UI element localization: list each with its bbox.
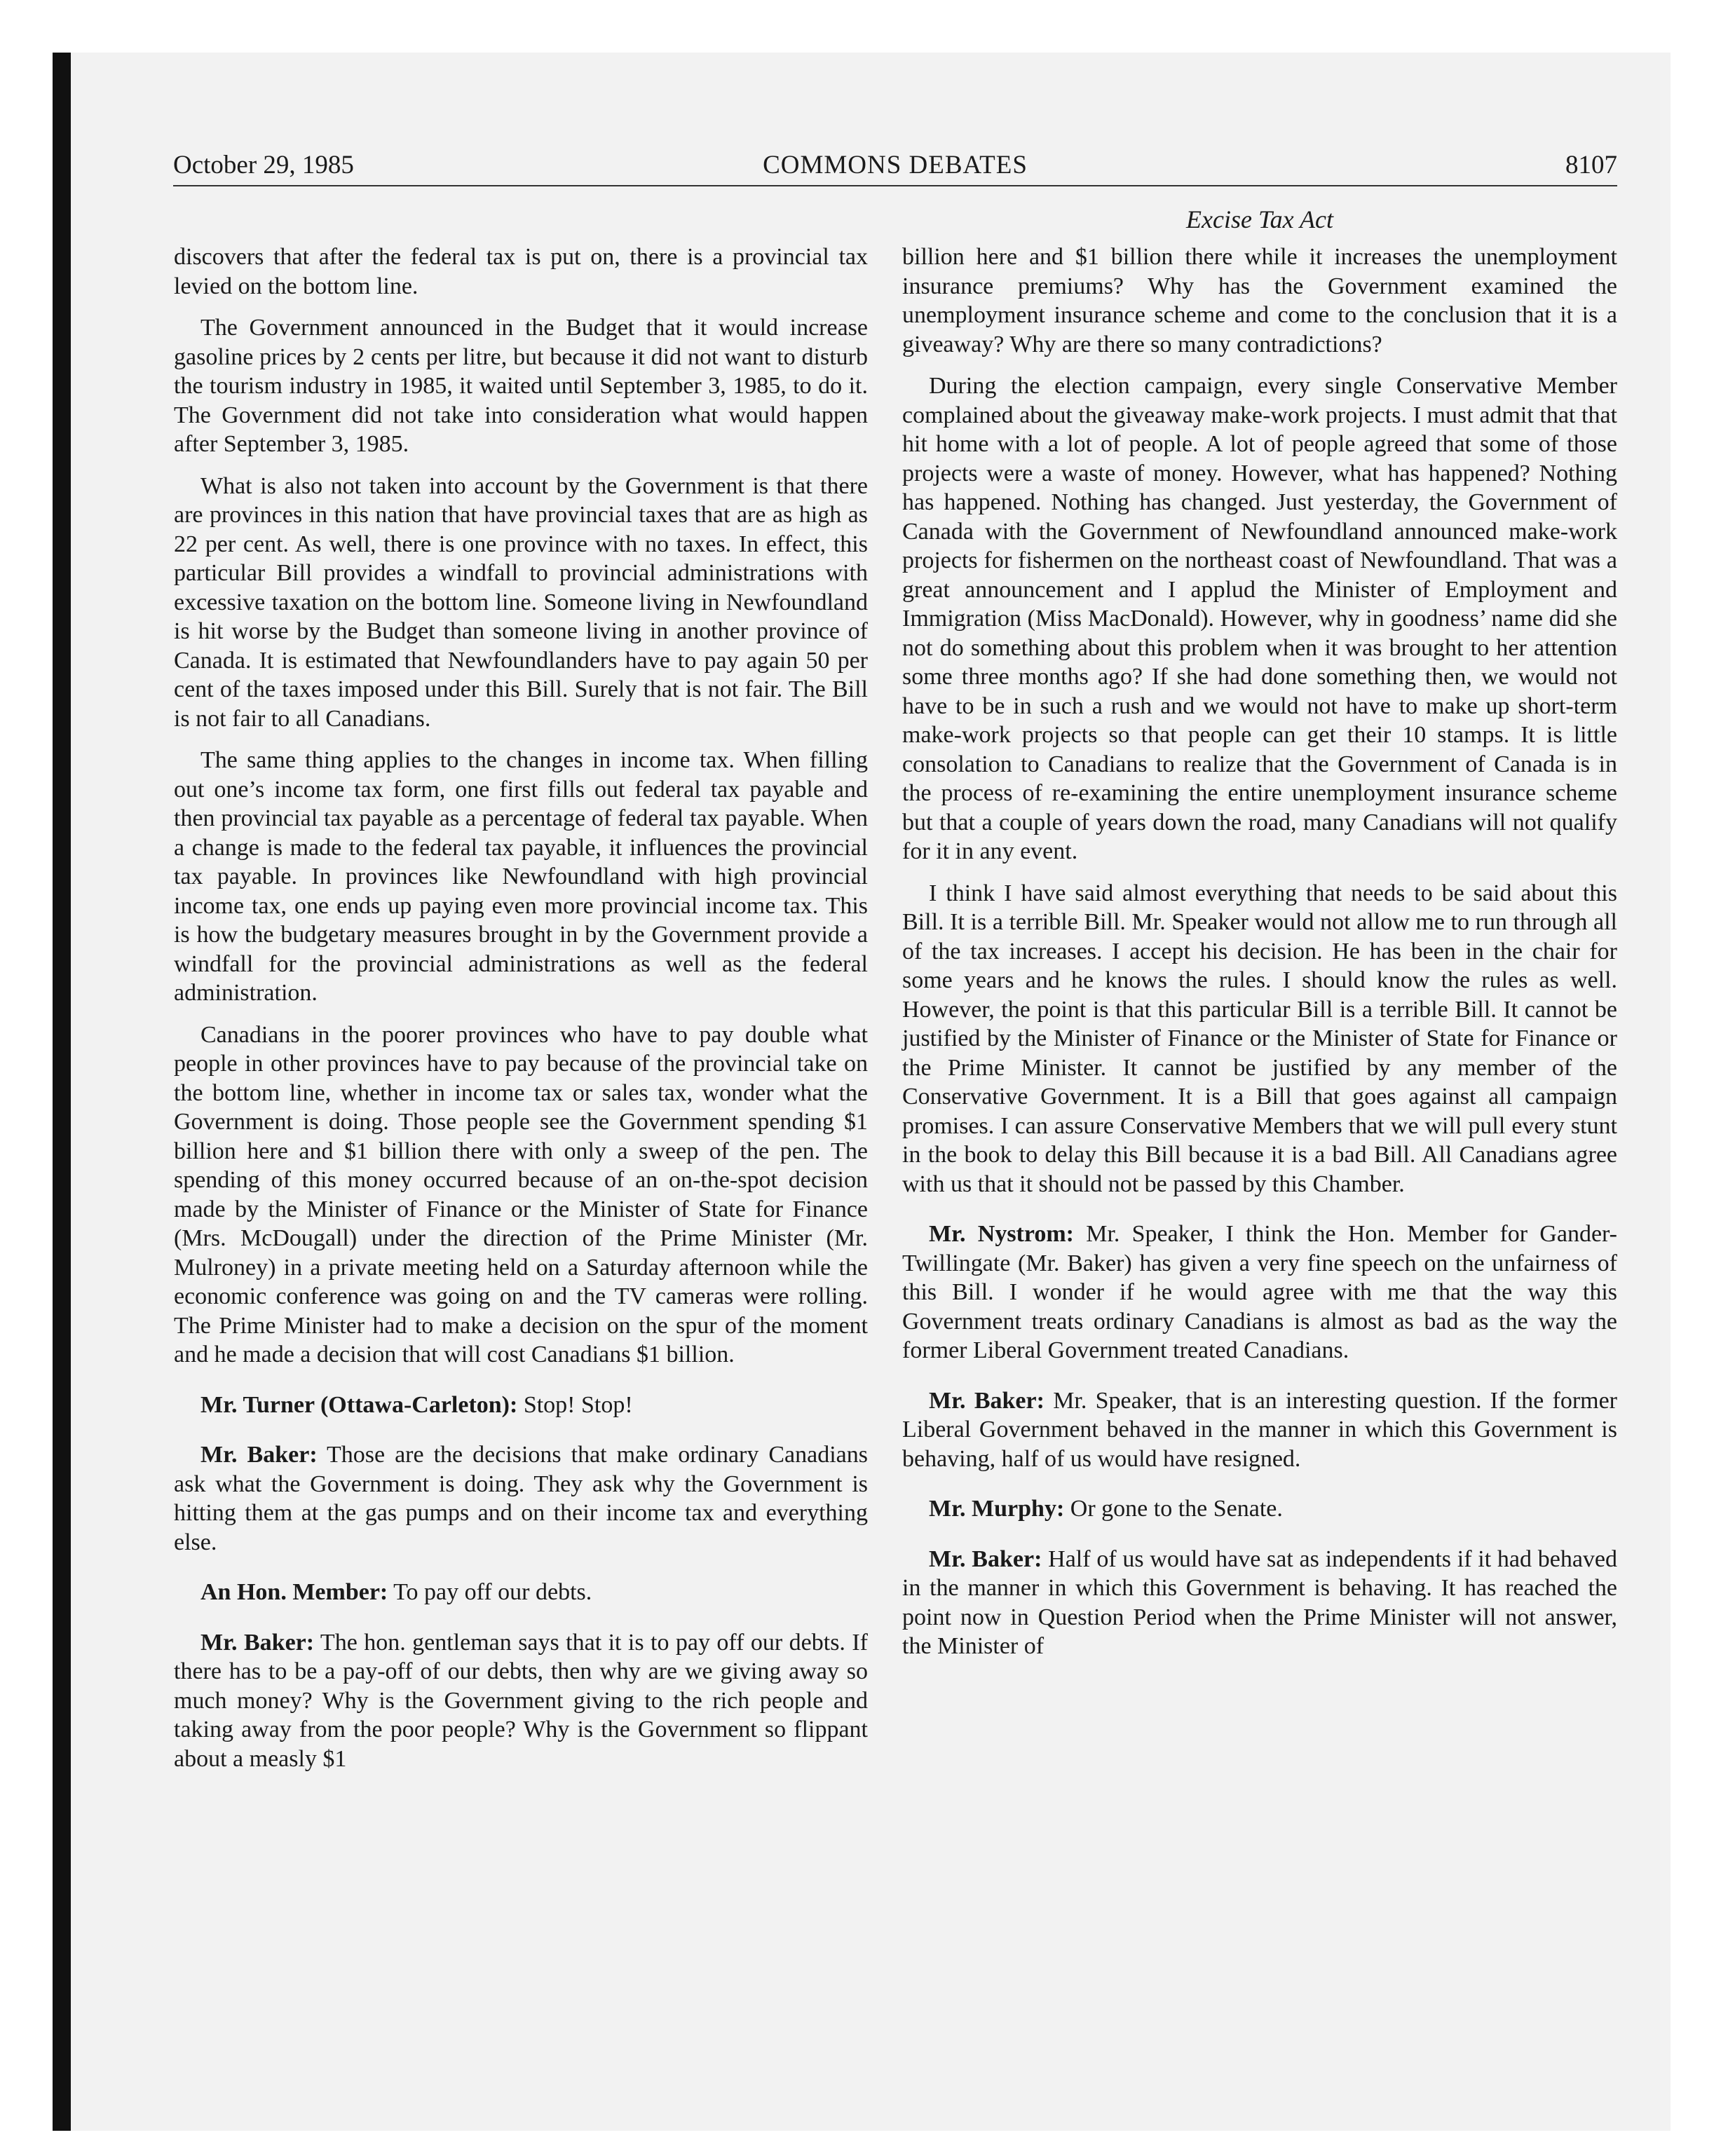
speaker-name: Mr. Turner (Ottawa-Carleton): — [200, 1391, 518, 1418]
body-paragraph — [902, 879, 1617, 1199]
right-text-column — [902, 243, 1617, 1677]
speech-paragraph — [174, 1628, 868, 1774]
scan-binding-edge — [53, 53, 71, 2131]
speaker-name: Mr. Nystrom: — [929, 1221, 1074, 1247]
header-page-number: 8107 — [1565, 151, 1617, 179]
paragraph-text: Canadians in the poorer provinces who have to pay double what people in other provinces have to pay because of the provincial take on the bottom line, whether in income tax or sales tax, wonder what the Government is doing. Those people see the Government spending $1 billion here and $1 billion there with only a sweep of the pen. The spending of this money occurred because of an on-the-spot decision made by the Minister of Finance or the Minister of State for Finance (Mrs. McDougall) under the direction of the Prime Minister (Mr. Mulroney) in a private meeting held on a Saturday afternoon while the economic conference was going on and the TV cameras were rolling. The Prime Minister had to make a decision on the spur of the moment and he made a decision that will cost Canadians $1 billion. — [174, 1021, 868, 1367]
speech-paragraph — [902, 1386, 1617, 1474]
body-paragraph — [174, 472, 868, 734]
paragraph-text: The Government announced in the Budget that it would increase gasoline prices by 2 cents per litre, but because it did not want to disturb the tourism industry in 1985, it waited until September 3, 1985, to do it. The Government did not take into consideration what would happen after September 3, 1985. — [174, 315, 868, 457]
speech-paragraph — [902, 1494, 1617, 1524]
running-header — [173, 149, 1617, 186]
paragraph-text: Half of us would have sat as independents if it had behaved in the manner in which this Government is behaving. It has reached the point now in Question Period when the Prime Minister will not answer, the Minister of — [902, 1546, 1618, 1659]
header-publication: COMMONS DEBATES — [763, 151, 1028, 179]
section-title: Excise Tax Act — [1186, 205, 1333, 233]
paragraph-text: What is also not taken into account by the Government is that there are provinces in this nation that have provincial taxes that are as high as 22 per cent. As well, there is one province with no taxes. In effect, this particular Bill provides a windfall to provincial administrations with excessive taxation on the bottom line. Someone living in Newfoundland is hit worse by the Budget than someone living in another province of Canada. It is estimated that Newfoundlanders have to pay again 50 per cent of the taxes imposed under this Bill. Surely that is not fair. The Bill is not fair to all Canadians. — [174, 472, 868, 732]
body-paragraph — [902, 371, 1617, 866]
paragraph-text: Or gone to the Senate. — [1070, 1496, 1283, 1522]
speaker-name: Mr. Murphy: — [929, 1496, 1065, 1522]
paragraph-text: billion here and $1 billion there while it increases the unemployment insurance premiums? Why has the Government examined the unemployment insurance scheme and come to the conclusion that it is a giveaway? Why are there so many contradictions? — [902, 244, 1617, 357]
paragraph-text: The same thing applies to the changes in income tax. When filling out one’s income tax form, one first fills out federal tax payable and then provincial tax payable as a percentage of federal tax payable. When a change is made to the federal tax payable, it influences the provincial tax payable. In provinces like Newfoundland with high provincial income tax, one ends up paying even more provincial income tax. This is how the budgetary measures brought in by the Government provide a windfall for the provincial administrations as well as the federal administration. — [174, 747, 868, 1006]
paragraph-text: Mr. Speaker, I think the Hon. Member for Gander-Twillingate (Mr. Baker) has given a very fine speech on the unfairness of this Bill. I wonder if he would agree with me that the way this Government treats ordinary Canadians is almost as bad as the way the former Liberal Government treated Canadians. — [902, 1221, 1618, 1363]
speech-paragraph — [174, 1440, 868, 1557]
paragraph-text: Stop! Stop! — [523, 1391, 633, 1418]
speaker-name: Mr. Baker: — [929, 1387, 1045, 1414]
paragraph-text: The hon. gentleman says that it is to pay off our debts. If there has to be a pay-off of our debts, then why are we giving away so much money? Why is the Government giving to the rich people and taking away from the poor people? Why is the Government so flippant about a measly $1 — [174, 1629, 868, 1772]
speaker-name: An Hon. Member: — [200, 1579, 388, 1605]
speech-paragraph — [174, 1391, 868, 1420]
continued-paragraph — [174, 243, 868, 301]
body-paragraph — [174, 1021, 868, 1370]
body-paragraph — [174, 746, 868, 1008]
body-paragraph — [174, 313, 868, 459]
speech-paragraph — [174, 1578, 868, 1607]
paragraph-text: To pay off our debts. — [393, 1579, 592, 1605]
continued-paragraph — [902, 243, 1617, 359]
paragraph-text: During the election campaign, every single Conservative Member complained about the giveaway make-work projects. I must admit that that hit home with a lot of people. A lot of people agreed that some of those projects were a waste of money. However, what has happened? Nothing has happened. Nothing has changed. Just yesterday, the Government of Canada with the Government of Newfoundland announced make-work projects for fishermen on the northeast coast of Newfoundland. That was a great announcement and I applud the Minister of Employment and Immigration (Miss MacDonald). However, why in goodness’ name did she not do something about this problem when it was brought to her attention some three months ago? If she had done something then, we would not have to be in such a rush and we would not have to make up short-term make-work projects so that people can get their 10 stamps. It is little consolation to Canadians to realize that the Government of Canada is in the process of re-examining the entire unemployment insurance scheme but that a couple of years down the road, many Canadians will not qualify for it in any event. — [902, 373, 1617, 864]
paragraph-text: I think I have said almost everything that needs to be said about this Bill. It is a terrible Bill. Mr. Speaker would not allow me to run through all of the tax increases. I accept his decision. He has been in the chair for some years and he knows the rules. I should know the rules as well. However, the point is that this particular Bill is a terrible Bill. It cannot be justified by the Minister of Finance or the Minister of State for Finance or the Prime Minister. It cannot be justified by any member of the Conservative Government. It is a Bill that goes against all campaign promises. I can assure Conservative Members that we will pull every stunt in the book to delay this Bill because it is a bad Bill. All Canadians agree with us that it should not be passed by this Chamber. — [902, 880, 1617, 1197]
paragraph-text: discovers that after the federal tax is put on, there is a provincial tax levied on the bottom line. — [174, 244, 868, 299]
paragraph-text: Mr. Speaker, that is an interesting question. If the former Liberal Government behaved in the manner in which this Government is behaving, half of us would have resigned. — [902, 1387, 1618, 1472]
speaker-name: Mr. Baker: — [929, 1546, 1042, 1572]
header-rule — [173, 185, 1617, 186]
left-text-column — [174, 243, 868, 1789]
paragraph-text: Those are the decisions that make ordinary Canadians ask what the Government is doing. They ask why the Government is hitting them at the gas pumps and on their income tax and everything else. — [174, 1442, 868, 1555]
speech-paragraph — [902, 1220, 1617, 1365]
speaker-name: Mr. Baker: — [200, 1629, 315, 1656]
speaker-name: Mr. Baker: — [200, 1442, 318, 1468]
header-date: October 29, 1985 — [173, 151, 354, 179]
speech-paragraph — [902, 1545, 1617, 1661]
